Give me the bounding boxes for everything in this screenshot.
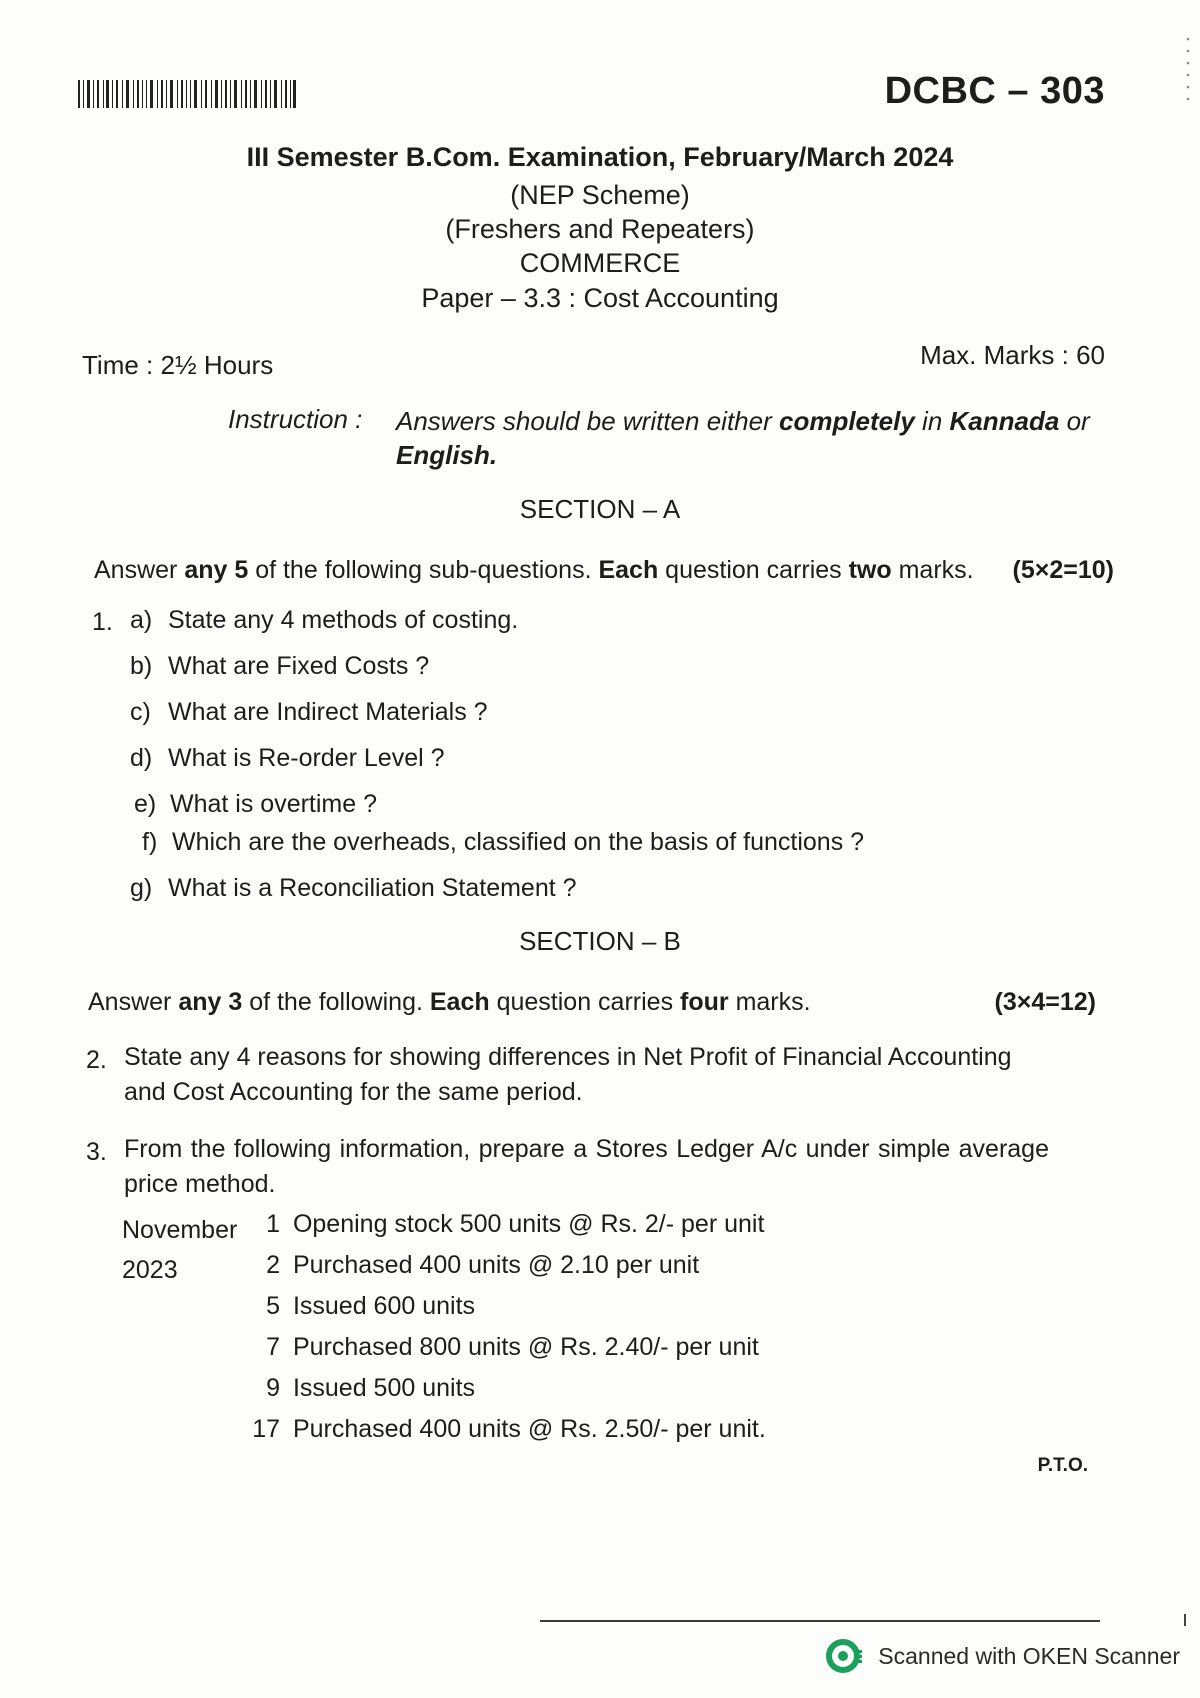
subquestion-text: What is overtime ?	[170, 790, 378, 818]
section-b-heading: SECTION – B	[519, 926, 681, 956]
subquestion-label: d)	[130, 744, 153, 772]
entry-day: 17	[252, 1415, 280, 1443]
section-a-heading: SECTION – A	[519, 494, 681, 524]
ledger-entry	[240, 1374, 980, 1403]
subquestion-text: What are Fixed Costs ?	[168, 652, 430, 680]
exam-title: III Semester B.Com. Examination, February/March 2024	[246, 142, 954, 172]
instruction-text	[396, 404, 1096, 472]
section-b-instructions	[88, 988, 1096, 1017]
instruction-label: Instruction :	[228, 404, 363, 434]
ledger-entry	[240, 1210, 980, 1239]
entry-day: 5	[266, 1292, 280, 1320]
subquestion-text: State any 4 methods of costing.	[168, 606, 519, 634]
scheme-line: (NEP Scheme)	[510, 180, 690, 210]
subquestion-text: What is Re-order Level ?	[168, 744, 445, 772]
instruction	[228, 404, 1090, 470]
lead-text: question carries	[489, 988, 681, 1016]
subquestion-a	[130, 606, 519, 635]
section-a-marks-total: (5×2=10)	[1012, 556, 1114, 584]
ledger-entry	[240, 1415, 980, 1444]
instruction-part: in	[922, 406, 943, 436]
subquestion-text: What is a Reconciliation Statement ?	[168, 874, 577, 902]
question-3-text: From the following information, prepare a Stores Ledger A/c under simple average price method.	[124, 1135, 1049, 1198]
lead-text: Answer	[88, 988, 179, 1016]
ledger-entry	[240, 1251, 980, 1280]
entry-text: Opening stock 500 units @ Rs. 2/- per unit	[292, 1210, 765, 1238]
subquestion-label: b)	[130, 652, 153, 680]
entry-day: 2	[266, 1251, 280, 1279]
subquestion-label: f)	[142, 828, 158, 856]
question-2-text: State any 4 reasons for showing differences in Net Profit of Financial Accounting and Cost Accounting for the same period.	[124, 1043, 1012, 1106]
max-marks: Max. Marks : 60	[920, 340, 1105, 370]
question-2-number: 2.	[86, 1046, 107, 1074]
instruction-language: Kannada	[949, 406, 1060, 436]
lead-text: Answer	[94, 556, 185, 584]
subquestion-f	[142, 828, 865, 857]
section-b-marks-total: (3×4=12)	[994, 988, 1096, 1016]
lead-text: marks.	[728, 988, 811, 1016]
paper-code: DCBC – 303	[884, 70, 1105, 112]
lead-bold: two	[848, 556, 892, 584]
lead-bold: any 3	[178, 988, 243, 1016]
ledger-month: November	[122, 1216, 238, 1244]
lead-bold: Each	[598, 556, 659, 584]
candidates-line: (Freshers and Repeaters)	[445, 214, 755, 244]
footer-rule	[540, 1620, 1100, 1622]
lead-bold: any 5	[184, 556, 249, 584]
subquestion-g	[130, 874, 577, 903]
lead-text: question carries	[658, 556, 849, 584]
subquestion-text: Which are the overheads, classified on the basis of functions ?	[172, 828, 865, 856]
scan-edge-dots	[1186, 36, 1190, 106]
entry-text: Purchased 400 units @ Rs. 2.50/- per unit.	[292, 1415, 766, 1443]
entry-text: Issued 500 units	[292, 1374, 476, 1402]
lead-text: of the following sub-questions.	[248, 556, 599, 584]
lead-bold: four	[680, 988, 729, 1016]
instruction-emphasis: completely	[778, 406, 915, 436]
oken-logo-icon	[826, 1637, 864, 1675]
scanner-watermark	[826, 1637, 1180, 1675]
subquestion-label: e)	[134, 790, 157, 818]
instruction-part: or	[1066, 406, 1090, 436]
subquestion-label: a)	[130, 606, 153, 634]
entry-day: 7	[266, 1333, 280, 1361]
pto-marker: P.T.O.	[1037, 1455, 1088, 1476]
subject-line: COMMERCE	[519, 248, 681, 278]
barcode-icon	[78, 80, 296, 108]
lead-text: of the following.	[242, 988, 430, 1016]
subquestion-b	[130, 652, 430, 681]
instruction-part: Answers should be written either	[396, 406, 772, 436]
entry-day: 1	[266, 1210, 280, 1238]
subquestion-text: What are Indirect Materials ?	[168, 698, 488, 726]
ledger-year: 2023	[122, 1256, 178, 1284]
lead-text: marks.	[891, 556, 974, 584]
entry-text: Purchased 400 units @ 2.10 per unit	[292, 1251, 700, 1279]
lead-bold: Each	[429, 988, 490, 1016]
entry-text: Purchased 800 units @ Rs. 2.40/- per unit	[292, 1333, 759, 1361]
scanner-text: Scanned with OKEN Scanner	[878, 1642, 1180, 1669]
section-a-instructions	[94, 556, 1114, 585]
edge-mark	[1184, 1614, 1186, 1626]
question-3-number: 3.	[86, 1138, 107, 1166]
ledger-entry	[240, 1292, 980, 1321]
subquestion-label: g)	[130, 874, 153, 902]
instruction-language: English.	[396, 440, 498, 470]
subquestion-c	[130, 698, 488, 727]
time-allowed: Time : 2½ Hours	[82, 350, 274, 380]
paper-title: Paper – 3.3 : Cost Accounting	[421, 283, 779, 313]
entry-day: 9	[266, 1374, 280, 1402]
ledger-entry	[240, 1333, 980, 1362]
entry-text: Issued 600 units	[292, 1292, 476, 1320]
subquestion-d	[130, 744, 445, 773]
subquestion-e	[134, 790, 378, 819]
question-1-number: 1.	[92, 608, 113, 636]
subquestion-label: c)	[130, 698, 151, 726]
